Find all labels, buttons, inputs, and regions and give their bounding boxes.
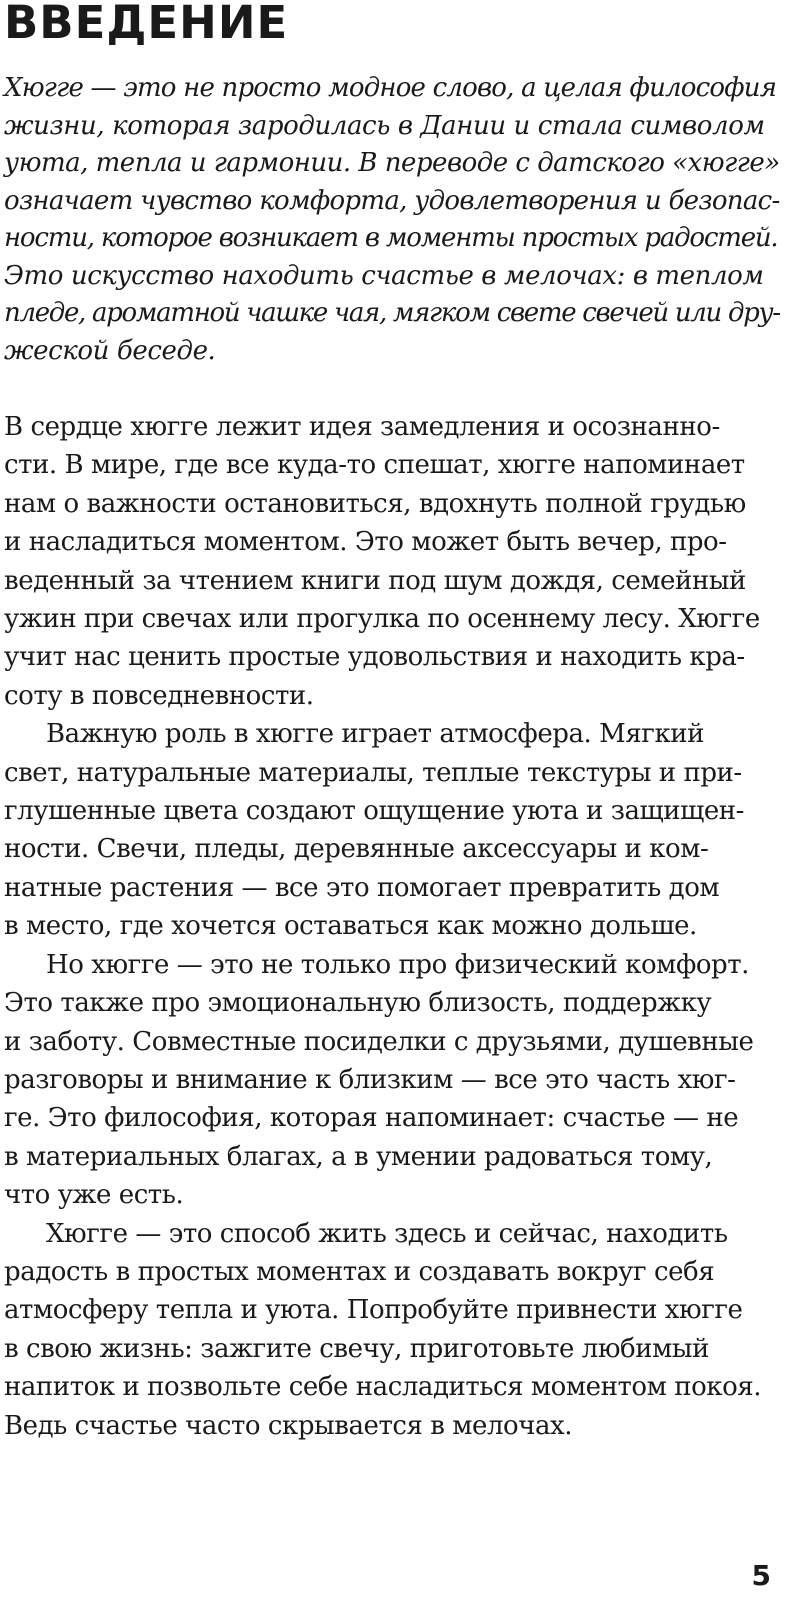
body-line: нам о важности остановиться, вдохнуть полной грудью <box>4 488 746 519</box>
intro-line: означает чувство комфорта, удовлетворения и безопас- <box>4 185 780 216</box>
intro-line: уюта, тепла и гармонии. В переводе с датского «хюгге» <box>4 148 780 178</box>
intro-line: ности, которое возникает в моменты простых радостей. <box>4 223 778 253</box>
body-line: учит нас ценить простые удовольствия и находить кра- <box>4 642 745 673</box>
paragraph-1 <box>4 408 782 715</box>
intro-line: пледе, ароматной чашке чая, мягком свете свечей или дру- <box>4 298 780 328</box>
paragraph-2 <box>4 715 782 945</box>
body-line: в материальных благах, а в умении радоваться тому, <box>4 1141 713 1172</box>
body-line: в свою жизнь: зажгите свечу, приготовьте любимый <box>4 1333 710 1364</box>
body-line: Хюгге — это способ жить здесь и сейчас, находить <box>46 1218 728 1249</box>
body-line: соту в повседневности. <box>4 680 314 711</box>
body-line: свет, натуральные материалы, теплые текстуры и при- <box>4 757 742 788</box>
body-line: напиток и позвольте себе насладиться моментом покоя. <box>4 1372 762 1403</box>
intro-line: жизни, которая зародилась в Дании и стала символом <box>4 110 765 141</box>
body-text <box>4 408 782 1445</box>
body-line: разговоры и внимание к близким — все это часть хюг- <box>4 1064 736 1095</box>
body-line: сти. В мире, где все куда-то спешат, хюгге напоминает <box>4 450 745 481</box>
body-line: ужин при свечах или прогулка по осеннему лесу. Хюгге <box>4 604 760 635</box>
body-line: и насладиться моментом. Это может быть вечер, про- <box>4 527 727 558</box>
paragraph-3 <box>4 946 782 1215</box>
body-line: натные растения — все это помогает превратить дом <box>4 872 720 903</box>
intro-epigraph <box>4 70 780 370</box>
paragraph-4 <box>4 1215 782 1445</box>
page-number: 5 <box>751 1559 771 1592</box>
body-line: Но хюгге — это не только про физический комфорт. <box>46 949 749 980</box>
body-line: радость в простых моментах и создавать вокруг себя <box>4 1256 715 1287</box>
body-line: Важную роль в хюгге играет атмосфера. Мягкий <box>46 719 705 750</box>
body-line: атмосферу тепла и уюта. Попробуйте привнести хюгге <box>4 1295 743 1326</box>
body-line: В сердце хюгге лежит идея замедления и осознанно- <box>4 412 720 442</box>
intro-line: Это искусство находить счастье в мелочах: в теплом <box>4 260 764 291</box>
intro-line: жеской беседе. <box>4 335 216 366</box>
intro-line: Хюгге — это не просто модное слово, а целая философия <box>4 73 777 103</box>
body-line: в место, где хочется оставаться как можно дольше. <box>4 911 697 942</box>
body-line: и заботу. Совместные посиделки с друзьями, душевные <box>4 1026 754 1057</box>
body-line: ге. Это философия, которая напоминает: счастье — не <box>4 1103 739 1134</box>
body-line: ности. Свечи, пледы, деревянные аксессуары и ком- <box>4 834 709 865</box>
chapter-heading: ВВЕДЕНИЕ <box>4 0 289 49</box>
body-line: Это также про эмоциональную близость, поддержку <box>4 988 712 1019</box>
body-line: глушенные цвета создают ощущение уюта и защищен- <box>4 796 745 827</box>
body-line: что уже есть. <box>4 1180 184 1211</box>
body-line: Ведь счастье часто скрывается в мелочах. <box>4 1410 573 1441</box>
body-line: веденный за чтением книги под шум дождя, семейный <box>4 565 746 596</box>
